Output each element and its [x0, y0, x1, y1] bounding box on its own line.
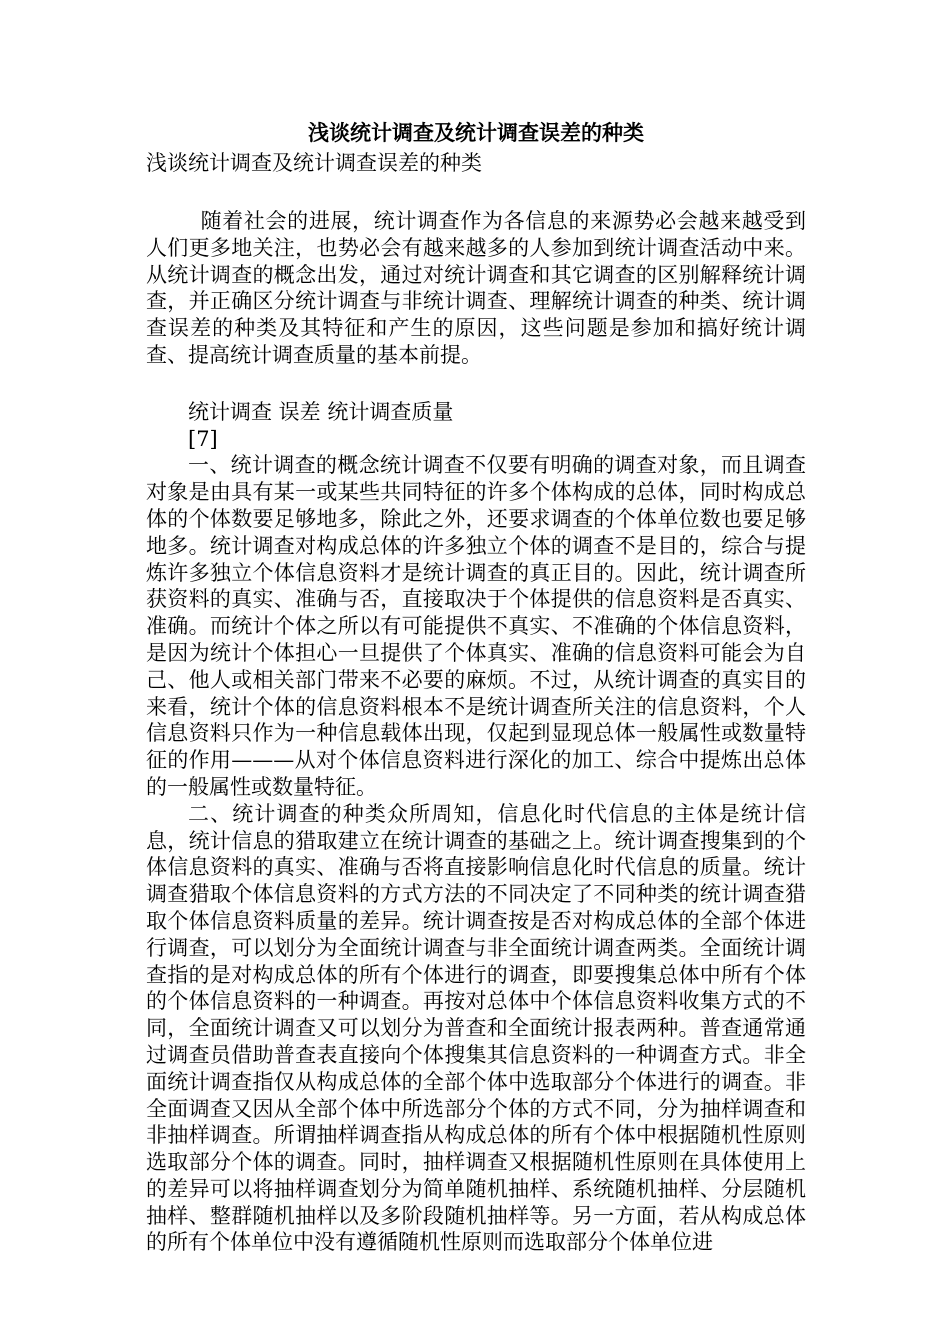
- spacer: [146, 178, 806, 208]
- abstract-paragraph: 随着社会的进展，统计调查作为各信息的来源势必会越来越受到人们更多地关注，也势必会有越来越多的人参加到统计调查活动中来。从统计调查的概念出发，通过对统计调查和其它调查的区别解释统计调查，并正确区分统计调查与非统计调查、理解统计调查的种类、统计调查误差的种类及其特征和产生的原因，这些问题是参加和搞好统计调查、提高统计调查质量的基本前提。: [146, 209, 806, 367]
- document-title: 浅谈统计调查及统计调查误差的种类: [308, 120, 644, 145]
- document-subtitle: 浅谈统计调查及统计调查误差的种类: [146, 151, 482, 175]
- document-page: [146, 118, 806, 1256]
- spacer: [146, 369, 806, 399]
- reference-marker: [7]: [188, 426, 218, 451]
- keywords-line: 统计调查 误差 统计调查质量: [188, 399, 454, 424]
- body-paragraph-1: 一、统计调查的概念统计调查不仅要有明确的调查对象，而且调查对象是由具有某一或某些共同特征的许多个体构成的总体，同时构成总体的个体数要足够地多，除此之外，还要求调查的个体单位数也要足够地多。统计调查对构成总体的许多独立个体的调查不是目的，综合与提炼许多独立个体信息资料才是统计调查的真正目的。因此，统计调查所获资料的真实、准确与否，直接取决于个体提供的信息资料是否真实、准确。而统计个体之所以有可能提供不真实、不准确的个体信息资料，是因为统计个体担心一旦提供了个体真实、准确的信息资料可能会为自己、他人或相关部门带来不必要的麻烦。不过，从统计调查的真实目的来看，统计个体的信息资料根本不是统计调查所关注的信息资料，个人信息资料只作为一种信息载体出现，仅起到显现总体一般属性或数量特征的作用———从对个体信息资料进行深化的加工、综合中提炼出总体的一般属性或数量特征。: [146, 453, 806, 799]
- body-paragraph-2: 二、统计调查的种类众所周知，信息化时代信息的主体是统计信息，统计信息的猎取建立在统计调查的基础之上。统计调查搜集到的个体信息资料的真实、准确与否将直接影响信息化时代信息的质量。统计调查猎取个体信息资料的方式方法的不同决定了不同种类的统计调查猎取个体信息资料质量的差异。统计调查按是否对构成总体的全部个体进行调查，可以划分为全面统计调查与非全面统计调查两类。全面统计调查指的是对构成总体的所有个体进行的调查，即要搜集总体中所有个体的个体信息资料的一种调查。再按对总体中个体信息资料收集方式的不同，全面统计调查又可以划分为普查和全面统计报表两种。普查通常通过调查员借助普查表直接向个体搜集其信息资料的一种调查方式。非全面统计调查指仅从构成总体的全部个体中选取部分个体进行的调查。非全面调查又因从全部个体中所选部分个体的方式不同，分为抽样调查和非抽样调查。所谓抽样调查指从构成总体的所有个体中根据随机性原则选取部分个体的调查。同时，抽样调查又根据随机性原则在具体使用上的差异可以将抽样调查划分为简单随机抽样、系统随机抽样、分层随机抽样、整群随机抽样以及多阶段随机抽样等。另一方面，若从构成总体的所有个体单位中没有遵循随机性原则而选取部分个体单位进: [146, 801, 806, 1255]
